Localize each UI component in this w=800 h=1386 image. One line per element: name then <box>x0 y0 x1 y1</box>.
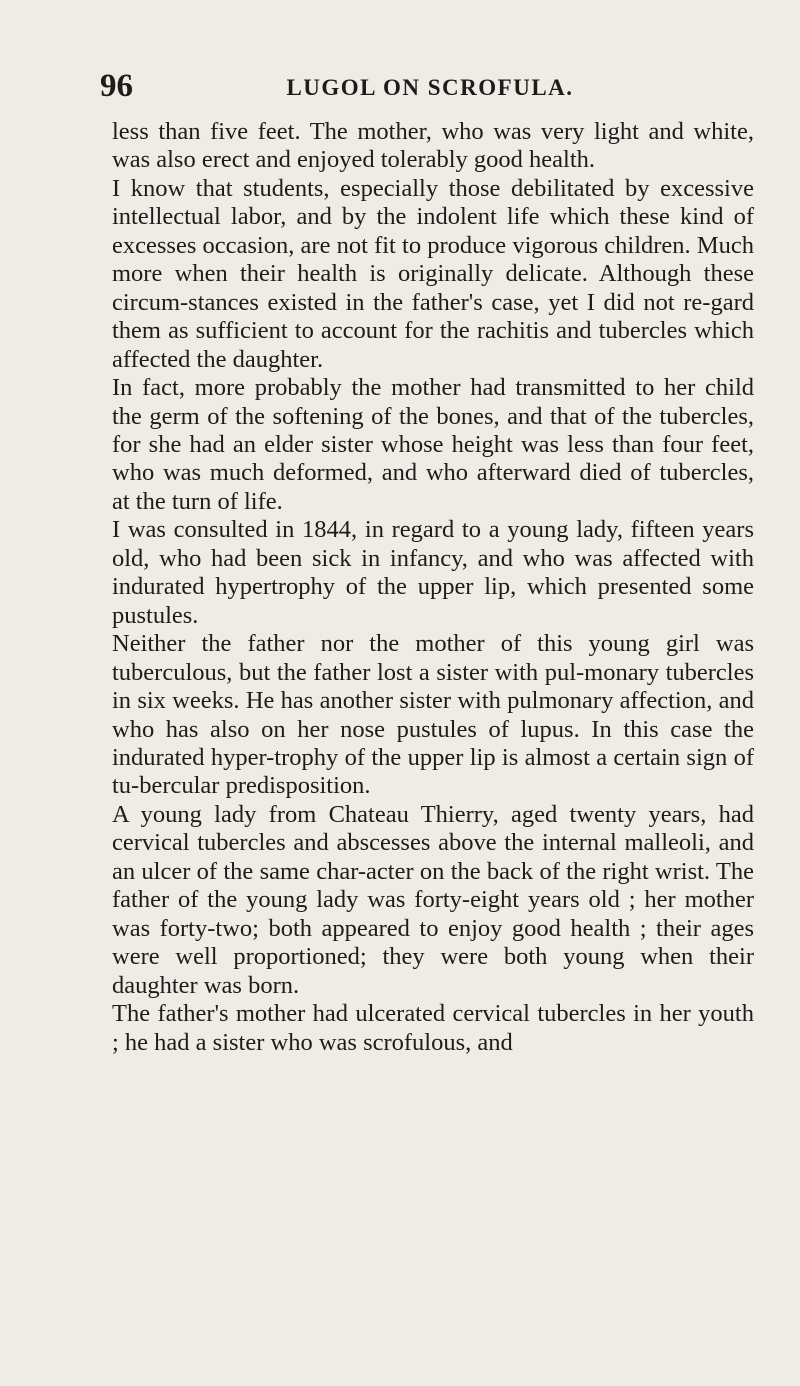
paragraph: In fact, more probably the mother had transmitted to her child the germ of the softening of the bones, and that of the tubercles, for she had an elder sister whose height was less than four feet, who was much deformed, and who afterward died of tubercles, at the turn of life. <box>112 374 754 515</box>
paragraph: less than five feet. The mother, who was very light and white, was also erect and enjoyed tolerably good health. <box>112 118 754 174</box>
paragraph: A young lady from Chateau Thierry, aged twenty years, had cervical tubercles and abscesses above the internal malleoli, and an ulcer of the same char-acter on the back of the right wrist. The father of the young lady was forty-eight years old ; her mother was forty-two; both appeared to enjoy good health ; their ages were well proportioned; they were both young when their daughter was born. <box>112 800 754 999</box>
paragraph: Neither the father nor the mother of this young girl was tuberculous, but the father lost a sister with pul-monary tubercles in six weeks. He has another sister with pulmonary affection, and who has also on her nose pustules of lupus. In this case the indurated hyper-trophy of the upper lip is almost a certain sign of tu-bercular predisposition. <box>112 630 754 800</box>
paragraph: I was consulted in 1844, in regard to a young lady, fifteen years old, who had been sick in infancy, and who was affected with indurated hypertrophy of the upper lip, which presented some pustules. <box>112 516 754 629</box>
running-title: LUGOL ON SCROFULA. <box>286 75 574 100</box>
page-header <box>100 66 760 106</box>
paragraph: The father's mother had ulcerated cervical tubercles in her youth ; he had a sister who was scrofulous, and <box>112 1000 754 1056</box>
page-number: 96 <box>100 68 133 104</box>
body-text <box>112 118 754 1057</box>
paragraph: I know that students, especially those debilitated by excessive intellectual labor, and by the indolent life which these kind of excesses occasion, are not fit to produce vigorous children. Much more when their health is originally delicate. Although these circum-stances existed in the father's case, yet I did not re-gard them as sufficient to account for the rachitis and tubercles which affected the daughter. <box>112 174 754 373</box>
